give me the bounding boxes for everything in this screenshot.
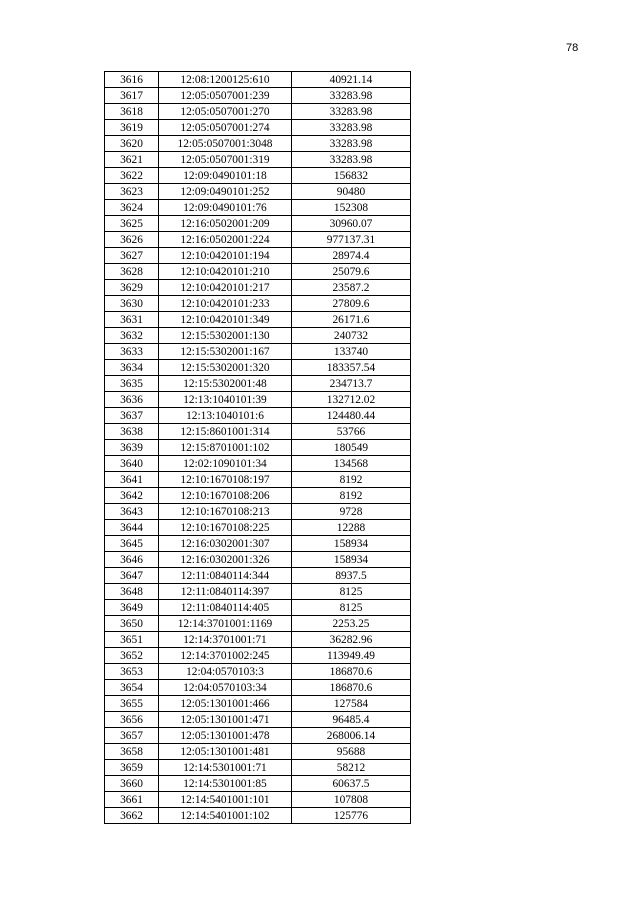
row-number-cell: 3643 [105, 504, 159, 520]
table-row [105, 648, 411, 664]
row-number-cell: 3618 [105, 104, 159, 120]
table-row [105, 136, 411, 152]
table-row [105, 88, 411, 104]
page-number: 78 [566, 42, 579, 54]
cadastral-number-cell: 12:14:5401001:101 [159, 792, 292, 808]
row-number-cell: 3629 [105, 280, 159, 296]
cadastral-number-cell: 12:13:1040101:6 [159, 408, 292, 424]
table-row [105, 600, 411, 616]
row-number-cell: 3616 [105, 72, 159, 88]
row-number-cell: 3626 [105, 232, 159, 248]
row-number-cell: 3632 [105, 328, 159, 344]
cadastral-number-cell: 12:05:0507001:319 [159, 152, 292, 168]
cadastral-number-cell: 12:05:0507001:3048 [159, 136, 292, 152]
row-number-cell: 3634 [105, 360, 159, 376]
row-number-cell: 3633 [105, 344, 159, 360]
value-cell: 234713.7 [292, 376, 411, 392]
table-row [105, 408, 411, 424]
row-number-cell: 3645 [105, 536, 159, 552]
value-cell: 977137.31 [292, 232, 411, 248]
table-row [105, 456, 411, 472]
row-number-cell: 3641 [105, 472, 159, 488]
cadastral-number-cell: 12:15:8601001:314 [159, 424, 292, 440]
cadastral-number-cell: 12:05:0507001:274 [159, 120, 292, 136]
cadastral-number-cell: 12:11:0840114:405 [159, 600, 292, 616]
table-row [105, 792, 411, 808]
table-row [105, 376, 411, 392]
value-cell: 127584 [292, 696, 411, 712]
value-cell: 132712.02 [292, 392, 411, 408]
cadastral-number-cell: 12:14:5301001:71 [159, 760, 292, 776]
table-row [105, 552, 411, 568]
row-number-cell: 3662 [105, 808, 159, 824]
value-cell: 2253.25 [292, 616, 411, 632]
table-row [105, 328, 411, 344]
value-cell: 33283.98 [292, 104, 411, 120]
cadastral-number-cell: 12:16:0302001:307 [159, 536, 292, 552]
table-row [105, 264, 411, 280]
row-number-cell: 3636 [105, 392, 159, 408]
value-cell: 27809.6 [292, 296, 411, 312]
value-cell: 133740 [292, 344, 411, 360]
cadastral-number-cell: 12:14:5301001:85 [159, 776, 292, 792]
table-row [105, 520, 411, 536]
row-number-cell: 3630 [105, 296, 159, 312]
value-cell: 33283.98 [292, 120, 411, 136]
value-cell: 134568 [292, 456, 411, 472]
table-row [105, 536, 411, 552]
table-row [105, 344, 411, 360]
value-cell: 23587.2 [292, 280, 411, 296]
value-cell: 183357.54 [292, 360, 411, 376]
row-number-cell: 3642 [105, 488, 159, 504]
table-row [105, 760, 411, 776]
cadastral-number-cell: 12:05:0507001:270 [159, 104, 292, 120]
cadastral-number-cell: 12:09:0490101:18 [159, 168, 292, 184]
table-row [105, 360, 411, 376]
cadastral-number-cell: 12:05:1301001:478 [159, 728, 292, 744]
cadastral-number-cell: 12:05:1301001:471 [159, 712, 292, 728]
row-number-cell: 3656 [105, 712, 159, 728]
cadastral-number-cell: 12:10:1670108:206 [159, 488, 292, 504]
row-number-cell: 3652 [105, 648, 159, 664]
row-number-cell: 3625 [105, 216, 159, 232]
row-number-cell: 3622 [105, 168, 159, 184]
value-cell: 36282.96 [292, 632, 411, 648]
row-number-cell: 3640 [105, 456, 159, 472]
table-row [105, 632, 411, 648]
value-cell: 158934 [292, 536, 411, 552]
cadastral-number-cell: 12:10:0420101:194 [159, 248, 292, 264]
value-cell: 107808 [292, 792, 411, 808]
value-cell: 12288 [292, 520, 411, 536]
cadastral-number-cell: 12:15:5302001:167 [159, 344, 292, 360]
value-cell: 186870.6 [292, 664, 411, 680]
table-row [105, 616, 411, 632]
value-cell: 240732 [292, 328, 411, 344]
value-cell: 25079.6 [292, 264, 411, 280]
table-row [105, 488, 411, 504]
cadastral-number-cell: 12:04:0570103:34 [159, 680, 292, 696]
row-number-cell: 3647 [105, 568, 159, 584]
row-number-cell: 3650 [105, 616, 159, 632]
table-row [105, 504, 411, 520]
value-cell: 180549 [292, 440, 411, 456]
value-cell: 28974.4 [292, 248, 411, 264]
table-row [105, 568, 411, 584]
value-cell: 26171.6 [292, 312, 411, 328]
table-row [105, 216, 411, 232]
row-number-cell: 3655 [105, 696, 159, 712]
value-cell: 125776 [292, 808, 411, 824]
cadastral-number-cell: 12:15:5302001:48 [159, 376, 292, 392]
cadastral-number-cell: 12:16:0302001:326 [159, 552, 292, 568]
row-number-cell: 3638 [105, 424, 159, 440]
table-row [105, 744, 411, 760]
value-cell: 9728 [292, 504, 411, 520]
table-row [105, 392, 411, 408]
table-row [105, 440, 411, 456]
cadastral-number-cell: 12:16:0502001:224 [159, 232, 292, 248]
value-cell: 60637.5 [292, 776, 411, 792]
row-number-cell: 3628 [105, 264, 159, 280]
value-cell: 58212 [292, 760, 411, 776]
row-number-cell: 3649 [105, 600, 159, 616]
value-cell: 156832 [292, 168, 411, 184]
table-row [105, 152, 411, 168]
cadastral-number-cell: 12:11:0840114:344 [159, 568, 292, 584]
row-number-cell: 3659 [105, 760, 159, 776]
cadastral-number-cell: 12:10:1670108:225 [159, 520, 292, 536]
table-row [105, 728, 411, 744]
table-row [105, 712, 411, 728]
table-row [105, 72, 411, 88]
cadastral-number-cell: 12:15:5302001:320 [159, 360, 292, 376]
value-cell: 8125 [292, 584, 411, 600]
table-row [105, 248, 411, 264]
row-number-cell: 3631 [105, 312, 159, 328]
row-number-cell: 3644 [105, 520, 159, 536]
row-number-cell: 3646 [105, 552, 159, 568]
value-cell: 8192 [292, 488, 411, 504]
cadastral-number-cell: 12:10:0420101:210 [159, 264, 292, 280]
table-row [105, 584, 411, 600]
row-number-cell: 3661 [105, 792, 159, 808]
table-row [105, 200, 411, 216]
row-number-cell: 3623 [105, 184, 159, 200]
cadastral-number-cell: 12:13:1040101:39 [159, 392, 292, 408]
cadastral-number-cell: 12:14:3701001:71 [159, 632, 292, 648]
row-number-cell: 3619 [105, 120, 159, 136]
cadastral-number-cell: 12:14:3701002:245 [159, 648, 292, 664]
table-row [105, 472, 411, 488]
table-row [105, 312, 411, 328]
value-cell: 90480 [292, 184, 411, 200]
value-cell: 268006.14 [292, 728, 411, 744]
value-cell: 8937.5 [292, 568, 411, 584]
row-number-cell: 3654 [105, 680, 159, 696]
table-row [105, 664, 411, 680]
cadastral-number-cell: 12:10:0420101:233 [159, 296, 292, 312]
table-row [105, 696, 411, 712]
row-number-cell: 3617 [105, 88, 159, 104]
cadastral-number-cell: 12:16:0502001:209 [159, 216, 292, 232]
table-row [105, 808, 411, 824]
value-cell: 33283.98 [292, 152, 411, 168]
cadastral-number-cell: 12:15:8701001:102 [159, 440, 292, 456]
value-cell: 124480.44 [292, 408, 411, 424]
cadastral-number-cell: 12:11:0840114:397 [159, 584, 292, 600]
value-cell: 8125 [292, 600, 411, 616]
cadastral-number-cell: 12:10:0420101:217 [159, 280, 292, 296]
value-cell: 40921.14 [292, 72, 411, 88]
row-number-cell: 3658 [105, 744, 159, 760]
value-cell: 152308 [292, 200, 411, 216]
row-number-cell: 3637 [105, 408, 159, 424]
cadastral-number-cell: 12:10:1670108:213 [159, 504, 292, 520]
table-row [105, 232, 411, 248]
value-cell: 96485.4 [292, 712, 411, 728]
cadastral-number-cell: 12:14:3701001:1169 [159, 616, 292, 632]
row-number-cell: 3651 [105, 632, 159, 648]
table-row [105, 280, 411, 296]
cadastral-number-cell: 12:10:1670108:197 [159, 472, 292, 488]
row-number-cell: 3624 [105, 200, 159, 216]
table-row [105, 776, 411, 792]
value-cell: 186870.6 [292, 680, 411, 696]
value-cell: 95688 [292, 744, 411, 760]
row-number-cell: 3635 [105, 376, 159, 392]
cadastral-number-cell: 12:05:1301001:481 [159, 744, 292, 760]
table-row [105, 120, 411, 136]
row-number-cell: 3627 [105, 248, 159, 264]
cadastral-number-cell: 12:08:1200125:610 [159, 72, 292, 88]
table-row [105, 296, 411, 312]
value-cell: 53766 [292, 424, 411, 440]
table-body [105, 72, 411, 824]
table-row [105, 104, 411, 120]
cadastral-number-cell: 12:02:1090101:34 [159, 456, 292, 472]
table-row [105, 680, 411, 696]
cadastral-number-cell: 12:05:0507001:239 [159, 88, 292, 104]
data-table [104, 71, 411, 824]
value-cell: 33283.98 [292, 88, 411, 104]
cadastral-number-cell: 12:09:0490101:76 [159, 200, 292, 216]
row-number-cell: 3621 [105, 152, 159, 168]
row-number-cell: 3639 [105, 440, 159, 456]
cadastral-number-cell: 12:14:5401001:102 [159, 808, 292, 824]
row-number-cell: 3660 [105, 776, 159, 792]
row-number-cell: 3657 [105, 728, 159, 744]
value-cell: 8192 [292, 472, 411, 488]
value-cell: 113949.49 [292, 648, 411, 664]
value-cell: 30960.07 [292, 216, 411, 232]
cadastral-number-cell: 12:15:5302001:130 [159, 328, 292, 344]
table-row [105, 184, 411, 200]
value-cell: 158934 [292, 552, 411, 568]
row-number-cell: 3620 [105, 136, 159, 152]
cadastral-number-cell: 12:04:0570103:3 [159, 664, 292, 680]
cadastral-number-cell: 12:09:0490101:252 [159, 184, 292, 200]
row-number-cell: 3653 [105, 664, 159, 680]
row-number-cell: 3648 [105, 584, 159, 600]
table-row [105, 424, 411, 440]
cadastral-number-cell: 12:05:1301001:466 [159, 696, 292, 712]
value-cell: 33283.98 [292, 136, 411, 152]
table-row [105, 168, 411, 184]
cadastral-number-cell: 12:10:0420101:349 [159, 312, 292, 328]
